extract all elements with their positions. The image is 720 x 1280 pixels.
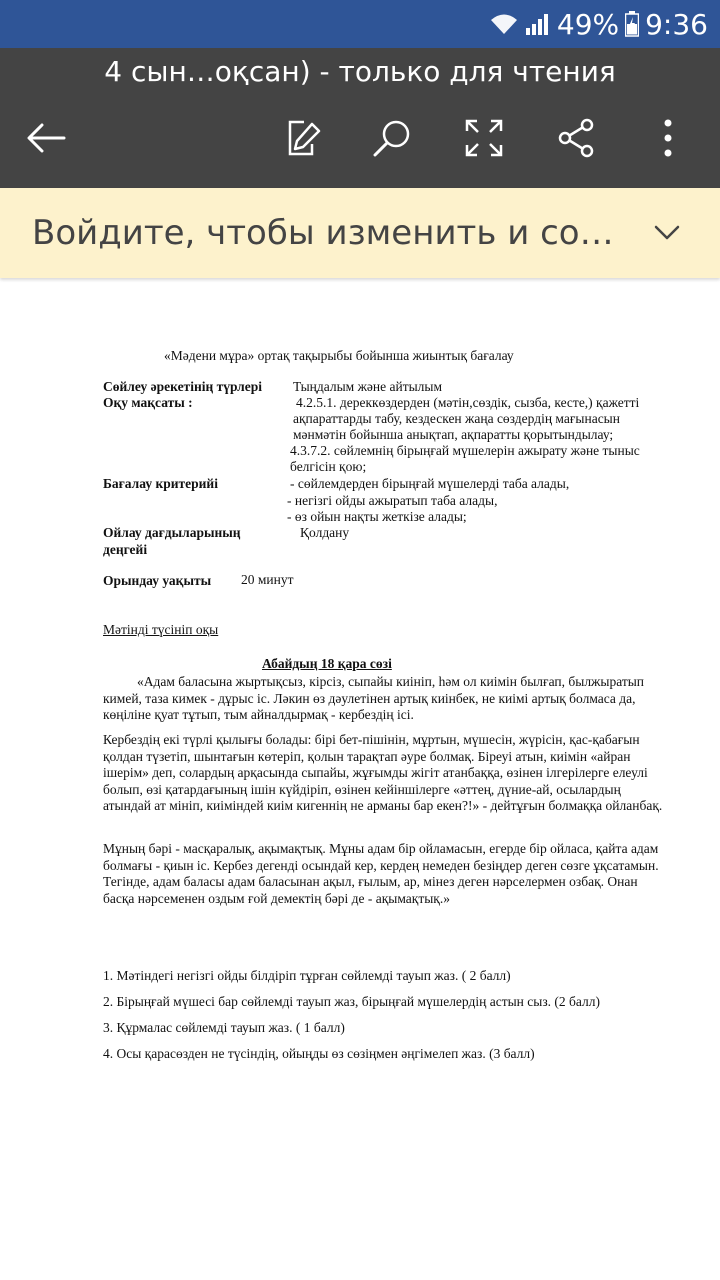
search-button[interactable]	[368, 114, 416, 162]
task-title: Мәтінді түсініп оқы	[103, 622, 219, 637]
document-heading: «Мәдени мұра» ортақ тақырыбы бойынша жиынтық бағалау	[164, 348, 514, 363]
activity-value: Тыңдалым және айтылым	[293, 379, 443, 394]
goal-line: белгісін қою;	[290, 459, 367, 474]
question-item: 2. Бірыңғай мүшесі бар сөйлемді тауып жаз, бірыңғай мүшелердің астын сыз. (2 балл)	[103, 994, 600, 1009]
chevron-down-icon[interactable]	[654, 221, 680, 243]
battery-icon	[625, 11, 639, 37]
share-icon	[557, 118, 595, 158]
back-arrow-icon	[26, 122, 66, 154]
question-item: 4. Осы қарасөзден не түсіндің, ойыңды өз сөзіңмен әңгімелеп жаз. (3 балл)	[103, 1046, 535, 1061]
document-title: 4 сын…оқсан) - только для чтения	[104, 55, 616, 88]
wifi-icon	[489, 12, 519, 36]
criteria-line: - негізгі ойды ажыратып таба алады,	[287, 493, 498, 508]
time-label: Орындау уақыты	[103, 573, 212, 588]
goal-label: Оқу мақсаты :	[103, 395, 193, 410]
text-title: Абайдың 18 қара сөзі	[262, 656, 392, 671]
text-paragraph: Мұның бәрі - масқаралық, ақымақтық. Мұны адам бір ойламасын, егерде бір ойласа, қайта адам болмағы - қиын іс. Кербез дегенді осындай кер, кердең немеден безіңдер деген сөзге ұқсатамын. Тегінде, адам баласы адам баласынан ақыл, ғылым, ар, мінез деген нәрселермен озбақ. Онан басқа нәрсеменен оздым ғой демектің бәрі де - ақымақтық.»	[103, 841, 659, 906]
text-paragraph: Кербездің екі түрлі қылығы болады: бірі бет-пішінін, мұртын, мүшесін, жүрісін, қас-қабағын қолдан түзетіп, шынтағын көтеріп, қолын тарақтап әуре болмақ. Біреуі атын, киімін «айран ішерім» деп, солардың арқасында сыпайы, жұғымды жігіт атанбаққа, өзінен ілгерілерге елеулі болып, өзі қатардағының ішін күйдіріп, өзінен кейіншілерге «әттең, дүние-ай, осылардың атындай ат мініп, киіміндей киім кигеннің не арманы бар екен?!» - дейтұғын болмаққа ойланбақ.	[103, 732, 663, 813]
question-item: 3. Құрмалас сөйлемді тауып жаз. ( 1 балл)	[103, 1020, 345, 1035]
banner-text: Войдите, чтобы изменить и со…	[32, 213, 614, 253]
share-button[interactable]	[552, 114, 600, 162]
fullscreen-button[interactable]	[460, 114, 508, 162]
text-paragraph: «Адам баласына жыртықсыз, кірсіз, сыпайы киініп, һәм ол киімін былғап, былжыратып кимей, таза кимек - дұрыс іс. Ләкин өз дәулетінен артық киінбек, не киімі артық болмаса да, көңіліне қуат тұтып, тым айналдырмақ - кербездің ісі.	[103, 674, 645, 722]
status-bar	[0, 0, 720, 48]
goal-line: ақпараттарды табу, кездескен жаңа сөздердің мағынасын	[293, 411, 620, 426]
skills-value: Қолдану	[300, 525, 350, 540]
signal-icon	[525, 12, 551, 36]
time-value: 20 минут	[241, 572, 294, 587]
criteria-label: Бағалау критерийі	[103, 476, 218, 491]
more-icon	[662, 118, 674, 158]
app-bar	[0, 48, 720, 188]
goal-line: 4.3.7.2. сөйлемнің бірыңғай мүшелерін ажырату және тыныс	[290, 443, 640, 458]
goal-line: 4.2.5.1. дереккөздерден (мәтін,сөздік, сызба, кесте,) қажетті	[296, 395, 640, 410]
goal-line: мәнмәтін бойынша анықтап, ақпаратты қорытындылау;	[293, 427, 614, 442]
document-page[interactable]	[0, 280, 720, 1280]
clock: 9:36	[645, 7, 708, 41]
battery-percent: 49%	[556, 7, 620, 41]
skills-label: Ойлау дағдыларының	[103, 525, 241, 540]
fullscreen-icon	[465, 119, 503, 157]
question-item: 1. Мәтіндегі негізгі ойды білдіріп тұрған сөйлемді тауып жаз. ( 2 балл)	[103, 968, 511, 983]
skills-label: деңгейі	[103, 542, 148, 557]
edit-icon	[282, 118, 322, 158]
status-icons	[489, 0, 708, 48]
activity-label: Сөйлеу әрекетінің түрлері	[103, 379, 263, 394]
sign-in-banner[interactable]	[0, 188, 720, 278]
criteria-line: - сөйлемдерден бірыңғай мүшелерді таба алады,	[290, 476, 570, 491]
edit-button[interactable]	[278, 114, 326, 162]
back-button[interactable]	[22, 114, 70, 162]
criteria-line: - өз ойын нақты жеткізе алады;	[287, 509, 467, 524]
more-options-button[interactable]	[644, 114, 692, 162]
search-icon	[372, 118, 412, 158]
